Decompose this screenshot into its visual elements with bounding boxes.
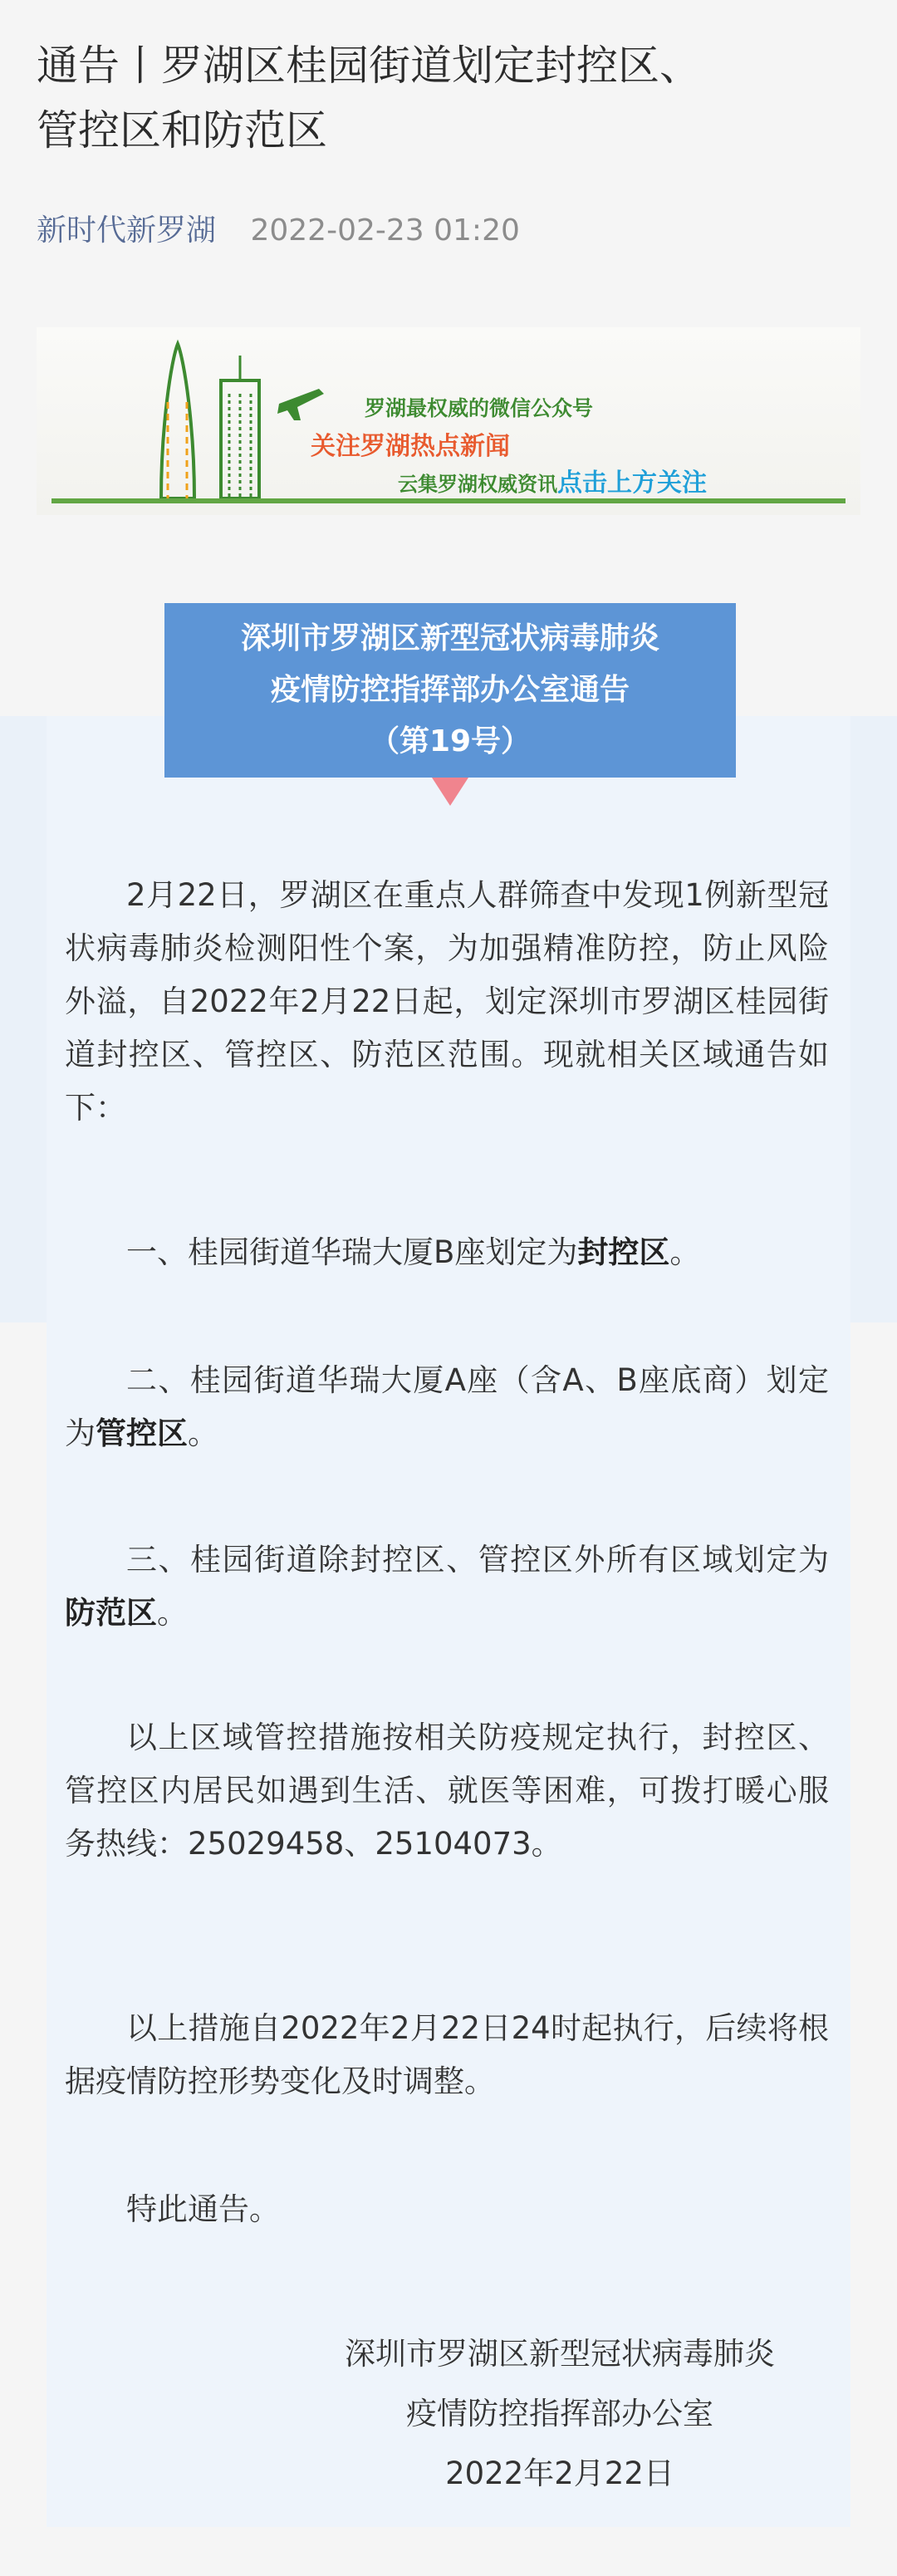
article-title-line2: 管控区和防范区 [37, 106, 327, 155]
banner-headline: 关注罗湖热点新闻 [311, 432, 510, 461]
notice-item-3-end: 。 [157, 1595, 188, 1631]
account-link[interactable]: 新时代新罗湖 [37, 213, 217, 248]
banner-slogan: 罗湖最权威的微信公众号 [365, 396, 594, 420]
notice-item-3-zone: 防范区 [65, 1595, 157, 1631]
publish-datetime: 2022-02-23 01:20 [250, 213, 520, 248]
notice-header [164, 603, 736, 778]
signature-date: 2022年2月22日 [445, 2456, 674, 2491]
notice-header-line2: 疫情防控指挥部办公室通告 [270, 673, 630, 707]
banner-subline [398, 462, 707, 498]
notice-item-2-zone: 管控区 [96, 1416, 188, 1451]
notice-item-1 [65, 1226, 829, 1279]
notice-closing: 特此通告。 [126, 2191, 280, 2227]
signature-org-line1: 深圳市罗湖区新型冠状病毒肺炎 [345, 2336, 775, 2372]
notice-item-2 [65, 1354, 829, 1460]
article-meta [37, 206, 520, 256]
notice-header-number: （第19号） [369, 724, 532, 758]
notice-effective: 以上措施自2022年2月22日24时起执行，后续将根据疫情防控形势变化及时调整。 [65, 2010, 829, 2099]
ground-line [51, 498, 846, 503]
banner-subline-text: 云集罗湖权威资讯 [398, 473, 557, 496]
notice-measures: 以上区域管控措施按相关防疫规定执行，封控区、管控区内居民如遇到生活、就医等困难，可拨打暖心服务热线：25029458、25104073。 [65, 1720, 829, 1862]
article-title-line1: 通告丨罗湖区桂园街道划定封控区、 [37, 42, 701, 90]
notice-item-3-text: 三、桂园街道除封控区、管控区外所有区域划定为 [126, 1542, 829, 1577]
notice-header-line1: 深圳市罗湖区新型冠状病毒肺炎 [240, 621, 659, 655]
article-title [37, 33, 867, 163]
notice-item-2-text: 二、桂园街道华瑞大厦A座（含A、B座底商）划定为 [65, 1362, 829, 1451]
signature-org-line2: 疫情防控指挥部办公室 [406, 2396, 713, 2431]
notice-item-1-text: 一、桂园街道华瑞大厦B座划定为 [126, 1234, 578, 1270]
follow-link[interactable]: 点击上方关注 [557, 469, 707, 498]
notice-item-2-end: 。 [188, 1416, 218, 1451]
notice-item-3 [65, 1533, 829, 1640]
notice-signature [269, 2324, 850, 2504]
follow-banner[interactable] [37, 327, 860, 515]
notice-item-1-zone: 封控区 [577, 1234, 670, 1270]
pointer-triangle-icon [432, 778, 468, 806]
notice-item-1-end: 。 [669, 1234, 701, 1270]
notice-intro: 2月22日，罗湖区在重点人群筛查中发现1例新型冠状病毒肺炎检测阳性个案，为加强精准防控，防止风险外溢，自2022年2月22日起，划定深圳市罗湖区桂园街道封控区、管控区、防范区范围。现就相关区域通告如下： [65, 877, 829, 1126]
